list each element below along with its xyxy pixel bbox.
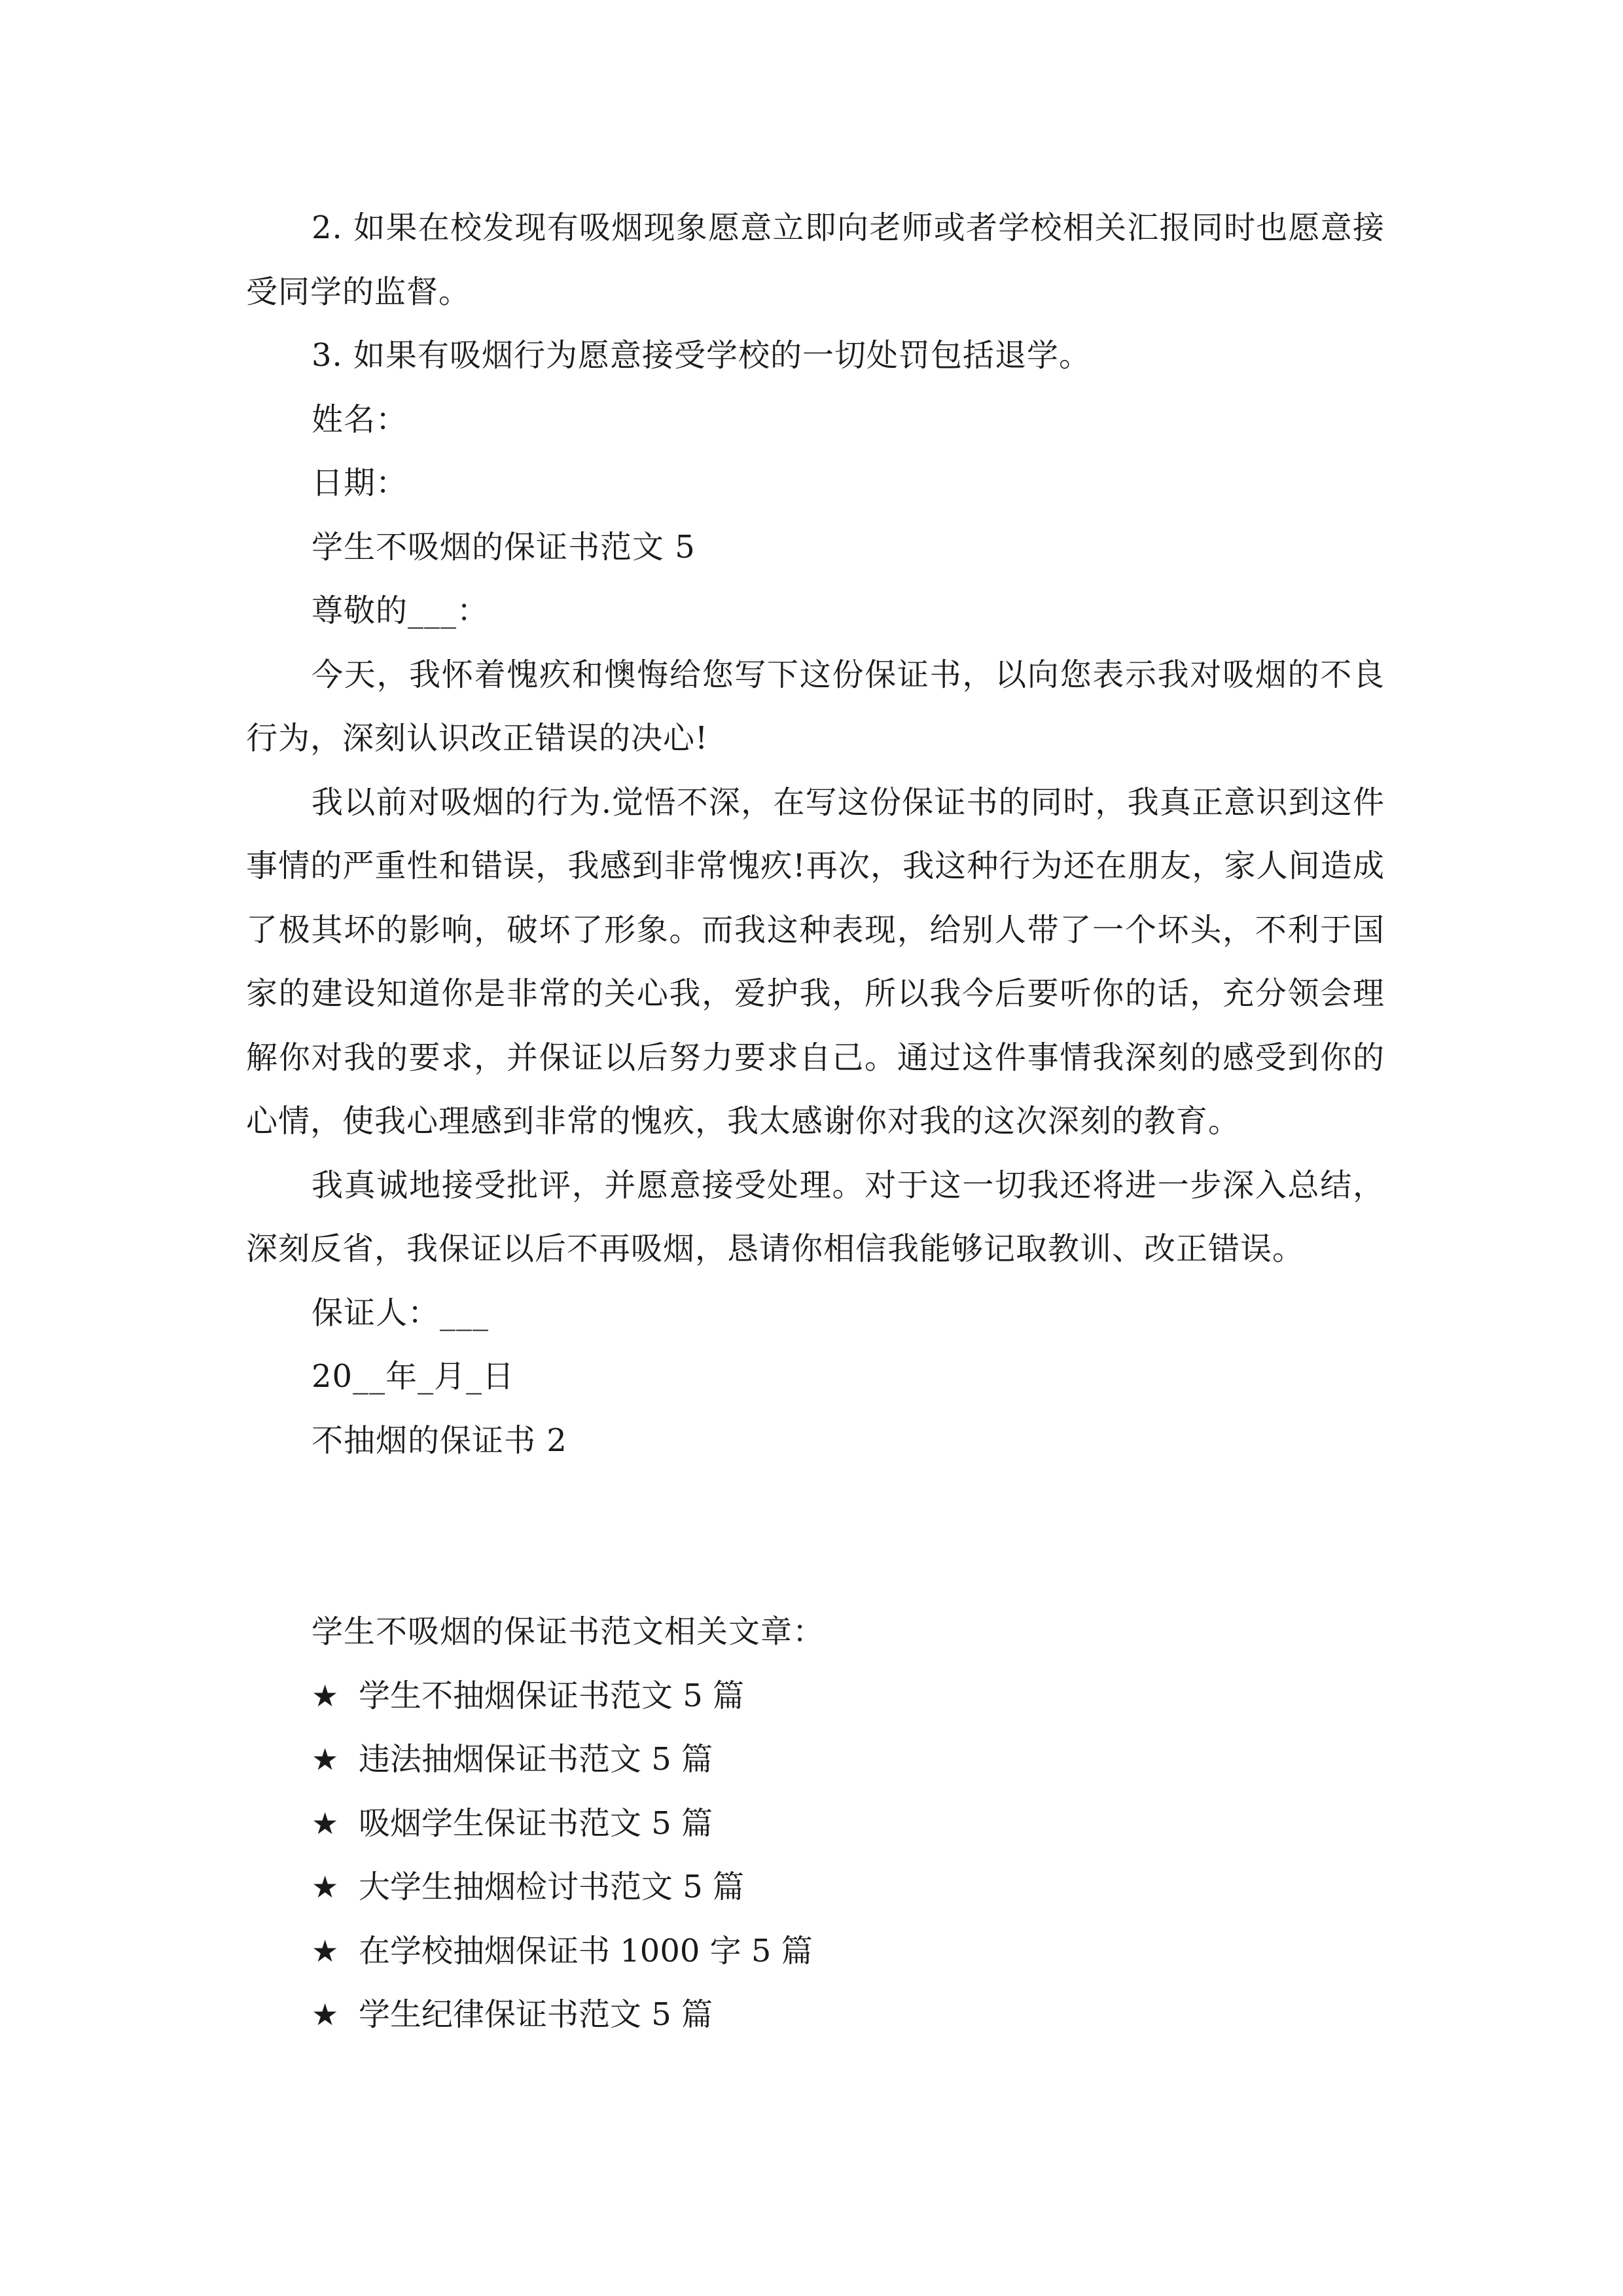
related-link[interactable]	[246, 1856, 1385, 1920]
star-icon: ★	[312, 1677, 339, 1713]
star-icon: ★	[312, 1805, 339, 1841]
related-link[interactable]	[246, 1792, 1385, 1856]
date-label: 日期：	[312, 465, 408, 501]
related-link-label: 吸烟学生保证书范文 5 篇	[359, 1804, 713, 1842]
star-icon: ★	[312, 1997, 339, 2032]
guarantor-line: 保证人：___	[312, 1294, 490, 1331]
document-body	[246, 196, 1385, 2047]
related-link[interactable]	[246, 1983, 1385, 2047]
related-link[interactable]	[246, 1728, 1385, 1792]
signature-date: 20__年_月_日	[312, 1358, 515, 1395]
related-link-label: 学生不抽烟保证书范文 5 篇	[359, 1677, 745, 1714]
related-link-label: 学生纪律保证书范文 5 篇	[359, 1996, 713, 2033]
salutation: 尊敬的___：	[312, 592, 490, 629]
related-list	[246, 1664, 1385, 2047]
paragraph-2: 我以前对吸烟的行为.觉悟不深，在写这份保证书的同时，我真正意识到这件事情的严重性和错误，我感到非常愧疚!再次，我这种行为还在朋友，家人间造成了极其坏的影响，破坏了形象。而我这种表现，给别人带了一个坏头，不利于国家的建设知道你是非常的关心我，爱护我，所以我今后要听你的话，充分领会理解你对我的要求，并保证以后努力要求自己。通过这件事情我深刻的感受到你的心情，使我心理感到非常的愧疚，我太感谢你对我的这次深刻的教育。	[246, 783, 1385, 1139]
star-icon: ★	[312, 1742, 339, 1777]
star-icon: ★	[312, 1933, 339, 1969]
related-heading: 学生不吸烟的保证书范文相关文章：	[312, 1613, 825, 1650]
paragraph-3: 我真诚地接受批评，并愿意接受处理。对于这一切我还将进一步深入总结，深刻反省，我保证以后不再吸烟，恳请你相信我能够记取教训、改正错误。	[246, 1166, 1385, 1267]
related-link-label: 大学生抽烟检讨书范文 5 篇	[359, 1869, 745, 1905]
paragraph-1: 今天，我怀着愧疚和懊悔给您写下这份保证书，以向您表示我对吸烟的不良行为，深刻认识改正错误的决心!	[246, 656, 1385, 757]
clause-3: 3. 如果有吸烟行为愿意接受学校的一切处罚包括退学。	[312, 337, 1092, 374]
spacer	[246, 1473, 1385, 1600]
star-icon: ★	[312, 1869, 339, 1905]
name-label: 姓名：	[312, 401, 408, 438]
related-link[interactable]	[246, 1664, 1385, 1729]
next-section-title: 不抽烟的保证书 2	[312, 1422, 567, 1459]
clause-2: 2. 如果在校发现有吸烟现象愿意立即向老师或者学校相关汇报同时也愿意接受同学的监督。	[246, 209, 1385, 310]
related-link-label: 在学校抽烟保证书 1000 字 5 篇	[359, 1932, 813, 1969]
related-link-label: 违法抽烟保证书范文 5 篇	[359, 1741, 713, 1778]
section-title: 学生不吸烟的保证书范文 5	[312, 528, 696, 565]
related-link[interactable]	[246, 1920, 1385, 1984]
